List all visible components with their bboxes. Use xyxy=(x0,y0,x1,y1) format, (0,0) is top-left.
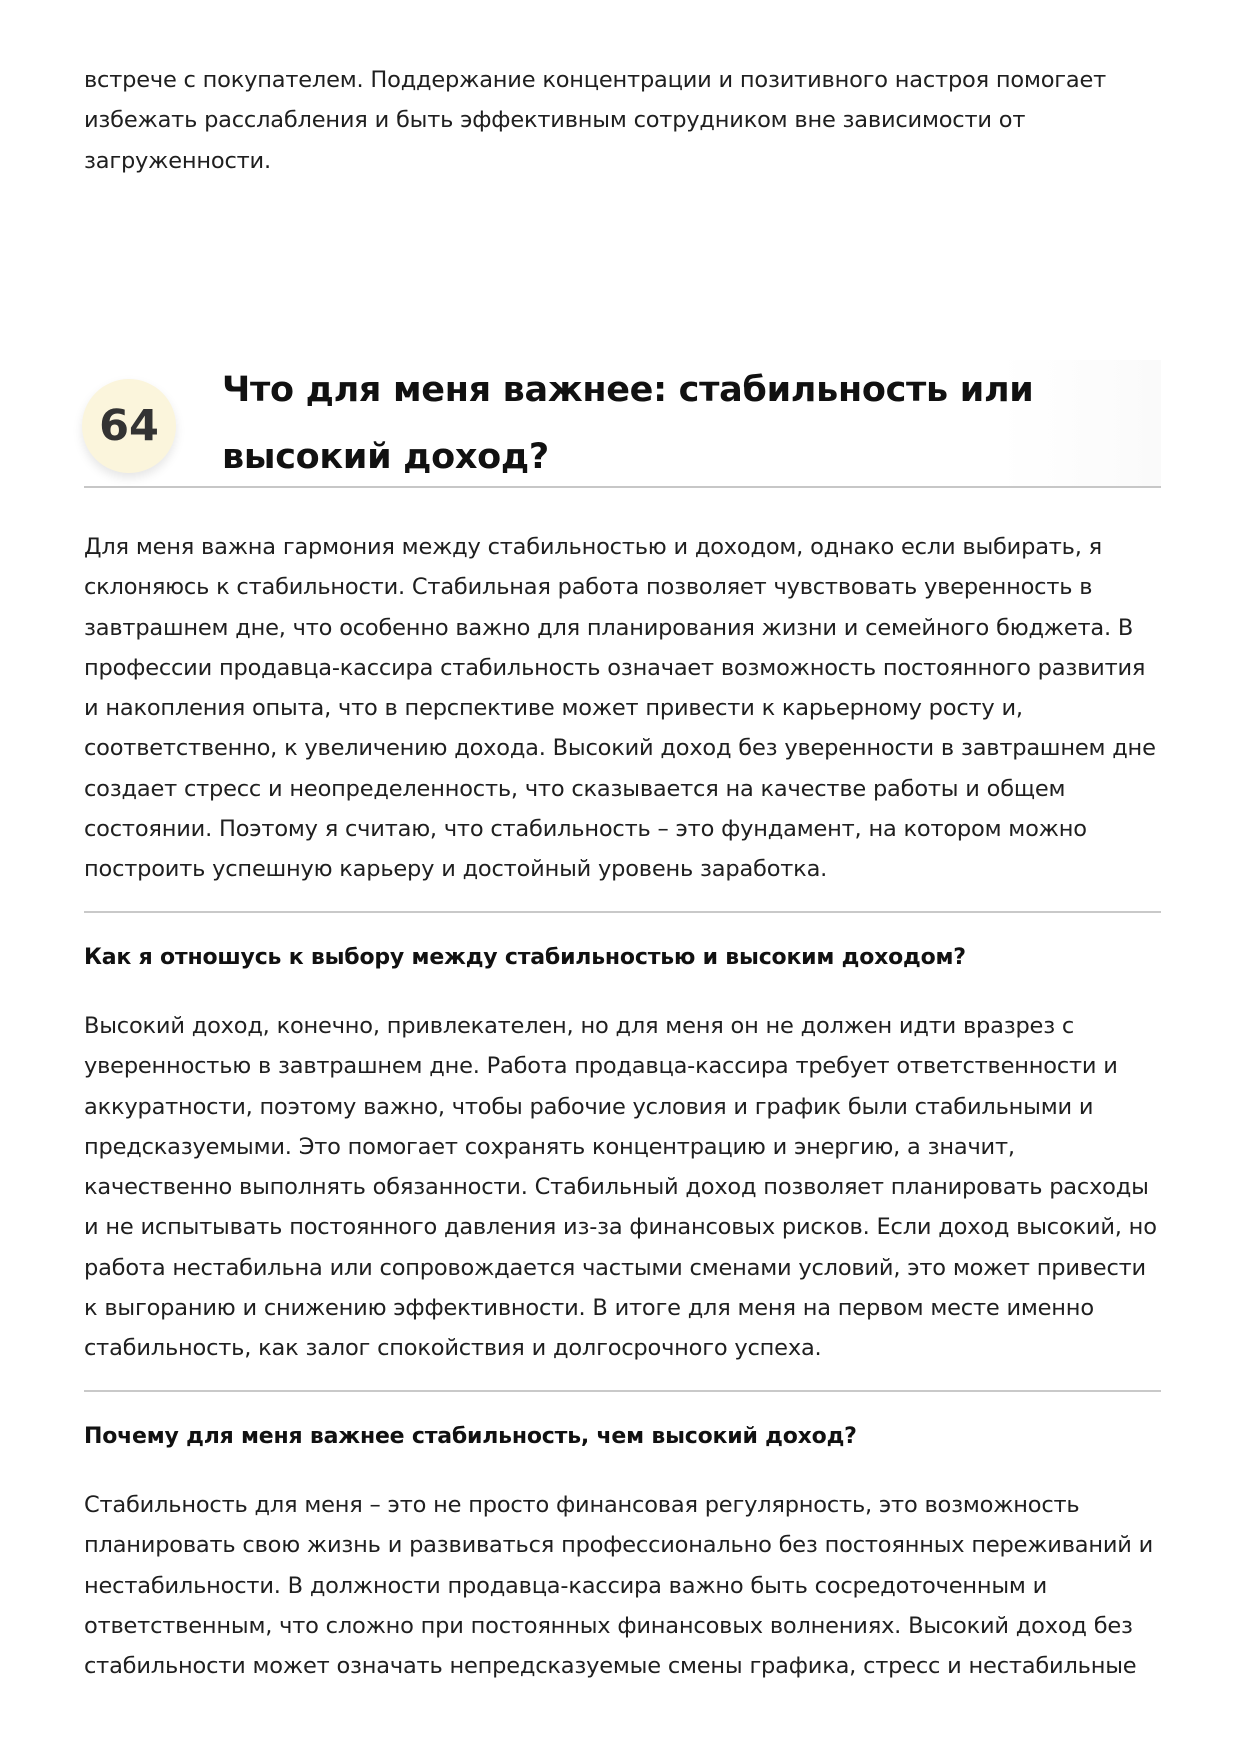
sub-question-title: Почему для меня важнее стабильность, чем высокий доход? xyxy=(84,1424,857,1449)
question-answer: Для меня важна гармония между стабильностью и доходом, однако если выбирать, я склоняюсь к стабильности. Стабильная работа позволяет чувствовать уверенность в завтрашнем дне, что особенно важно для планирования жизни и семейного бюджета. В профессии продавца-кассира стабильность означает возможность постоянного развития и накопления опыта, что в перспективе может привести к карьерному росту и, соответственно, к увеличению дохода. Высокий доход без уверенности в завтрашнем дне создает стресс и неопределенность, что сказывается на качестве работы и общем состоянии. Поэтому я считаю, что стабильность – это фундамент, на котором можно построить успешную карьеру и достойный уровень заработка. xyxy=(84,534,1156,883)
sub-question-answer: Стабильность для меня – это не просто финансовая регулярность, это возможность планировать свою жизнь и развиваться профессионально без постоянных переживаний и нестабильности. В должности продавца-кассира важно быть сосредоточенным и ответственным, что сложно при постоянных финансовых волнениях. Высокий доход без стабильности может означать непредсказуемые смены графика, стресс и нестабильные xyxy=(84,1492,1154,1680)
question-number-badge: 64 xyxy=(82,379,176,473)
question-title: Что для меня важнее: стабильность или высокий доход? xyxy=(222,370,1034,477)
sub-question-answer: Высокий доход, конечно, привлекателен, но для меня он не должен идти вразрез с уверенностью в завтрашнем дне. Работа продавца-кассира требует ответственности и аккуратности, поэтому важно, чтобы рабочие условия и график были стабильными и предсказуемыми. Это помогает сохранять концентрацию и энергию, а значит, качественно выполнять обязанности. Стабильный доход позволяет планировать расходы и не испытывать постоянного давления из-за финансовых рисков. Если доход высокий, но работа нестабильна или сопровождается частыми сменами условий, это может привести к выгоранию и снижению эффективности. В итоге для меня на первом месте именно стабильность, как залог спокойствия и долгосрочного успеха. xyxy=(84,1013,1157,1362)
intro-paragraph: встрече с покупателем. Поддержание концентрации и позитивного настроя помогает избежать расслабления и быть эффективным сотрудником вне зависимости от загруженности. xyxy=(84,67,1107,174)
question-header xyxy=(84,360,1161,488)
divider xyxy=(84,911,1161,913)
sub-question-title: Как я отношусь к выбору между стабильностью и высоким доходом? xyxy=(84,945,966,970)
divider xyxy=(84,1390,1161,1392)
